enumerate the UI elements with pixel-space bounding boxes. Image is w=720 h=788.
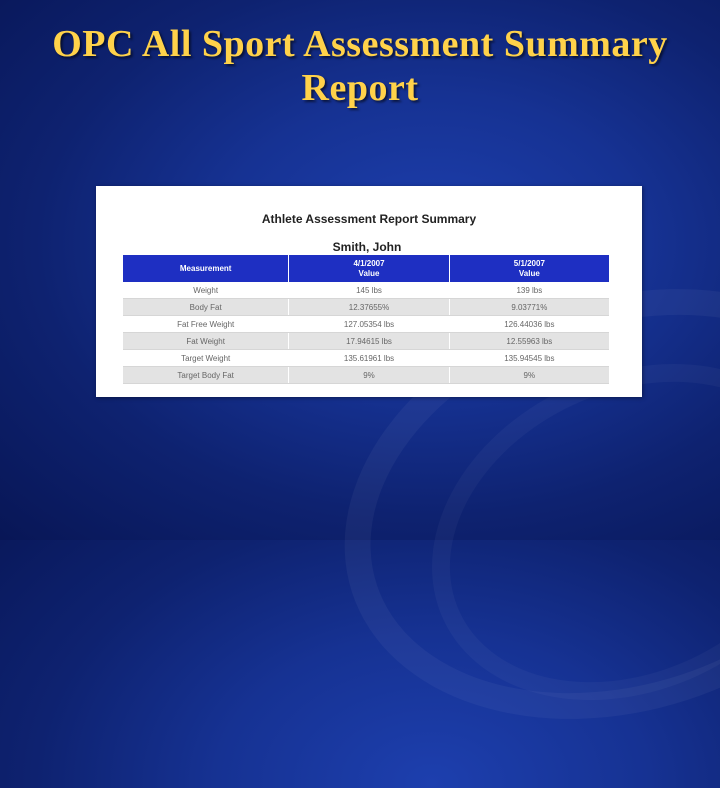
value-cell-date-1: 135.61961 lbs (289, 350, 449, 367)
column-header-label: 4/1/2007 (353, 258, 385, 268)
table-row (123, 350, 609, 367)
table-row (123, 316, 609, 333)
value-cell-date-2: 126.44036 lbs (449, 316, 609, 333)
measurement-cell: Weight (123, 282, 289, 299)
measurement-cell: Body Fat (123, 299, 289, 316)
value-cell-date-2: 12.55963 lbs (449, 333, 609, 350)
value-cell-date-2: 9% (449, 367, 609, 384)
measurement-cell: Fat Free Weight (123, 316, 289, 333)
measurement-cell: Fat Weight (123, 333, 289, 350)
value-cell-date-2: 139 lbs (449, 282, 609, 299)
report-title: Athlete Assessment Report Summary (261, 212, 477, 226)
table-row (123, 333, 609, 350)
value-cell-date-1: 127.05354 lbs (289, 316, 449, 333)
value-cell-date-1: 145 lbs (289, 282, 449, 299)
table-row (123, 282, 609, 299)
column-header-label: Measurement (179, 263, 232, 273)
measurement-cell: Target Weight (123, 350, 289, 367)
assessment-table (123, 255, 609, 384)
slide-title: OPC All Sport Assessment Summary Report (52, 23, 668, 109)
measurement-cell: Target Body Fat (123, 367, 289, 384)
table-row (123, 367, 609, 384)
value-cell-date-2: 9.03771% (449, 299, 609, 316)
column-header-date-1 (289, 255, 449, 282)
value-cell-date-1: 9% (289, 367, 449, 384)
column-header-label: 5/1/2007 (513, 258, 545, 268)
table-row (123, 299, 609, 316)
table-header-row (123, 255, 609, 282)
value-cell-date-2: 135.94545 lbs (449, 350, 609, 367)
column-header-sublabel: Value (518, 268, 540, 278)
column-header-sublabel: Value (358, 268, 380, 278)
value-cell-date-1: 17.94615 lbs (289, 333, 449, 350)
column-header-measurement (123, 255, 289, 282)
report-image (96, 186, 642, 397)
value-cell-date-1: 12.37655% (289, 299, 449, 316)
athlete-name: Smith, John (332, 240, 402, 254)
column-header-date-2 (449, 255, 609, 282)
